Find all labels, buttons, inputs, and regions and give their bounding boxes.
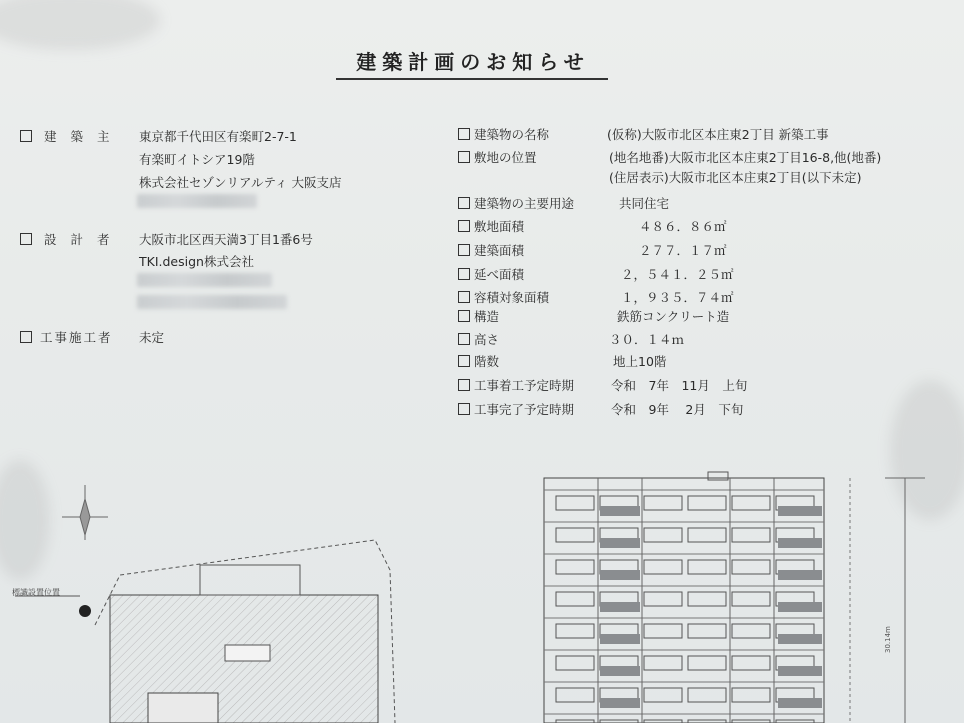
title-underline: [336, 78, 608, 80]
balcony: [778, 570, 822, 580]
balcony: [778, 538, 822, 548]
balcony: [600, 666, 640, 676]
info-row-value: 令和 7年 11月 上旬: [611, 378, 748, 393]
builder-company: 株式会社セゾンリアルティ 大阪支店: [139, 175, 342, 190]
checkbox-icon: [458, 355, 470, 367]
info-label-text: 延べ面積: [474, 267, 525, 282]
balcony: [778, 698, 822, 708]
info-row-label: [458, 400, 574, 418]
checkbox-icon: [20, 233, 32, 245]
checkbox-icon: [458, 268, 470, 280]
redacted-text: [137, 194, 257, 208]
balcony: [778, 666, 822, 676]
height-dimension-label: 30.14m: [884, 626, 892, 653]
balcony: [600, 538, 640, 548]
checkbox-icon: [458, 244, 470, 256]
redacted-text: [137, 273, 272, 287]
balcony: [600, 506, 640, 516]
window: [732, 688, 770, 702]
window: [644, 624, 682, 638]
elevation-drawing: [530, 468, 964, 723]
info-label-text: 階数: [474, 354, 500, 369]
window: [732, 592, 770, 606]
info-row-label: [458, 194, 574, 212]
balcony: [778, 602, 822, 612]
site-plan-drawing: [0, 455, 420, 723]
checkbox-icon: [458, 379, 470, 391]
window: [556, 592, 594, 606]
designer-label: 設計者: [20, 230, 124, 248]
window: [688, 592, 726, 606]
window: [688, 560, 726, 574]
builder-label: 建築主: [20, 127, 124, 145]
info-label-text: 敷地面積: [474, 219, 525, 234]
checkbox-icon: [458, 151, 470, 163]
designer-company: TKI.design株式会社: [139, 254, 254, 269]
checkbox-icon: [458, 333, 470, 345]
window: [644, 528, 682, 542]
info-label-text: 敷地の位置: [474, 150, 537, 165]
balcony: [600, 698, 640, 708]
info-row-label: [458, 307, 499, 325]
window: [556, 656, 594, 670]
balcony: [778, 506, 822, 516]
info-row-value: ４８６．８６㎡: [639, 219, 727, 234]
window: [732, 496, 770, 510]
window: [556, 560, 594, 574]
window: [644, 656, 682, 670]
info-row-value: 地上10階: [613, 354, 667, 369]
window: [732, 624, 770, 638]
info-row-label: [458, 125, 549, 143]
info-row-value: ２７７．１７㎡: [639, 243, 727, 258]
info-label-text: 高さ: [474, 332, 500, 347]
window: [732, 560, 770, 574]
window: [732, 656, 770, 670]
checkbox-icon: [458, 291, 470, 303]
sign-location-marker: [79, 605, 91, 617]
info-row-value: (地名地番)大阪市北区本庄東2丁目16-8,他(地番): [609, 150, 882, 165]
info-row-value: １，９３５．７４㎡: [621, 290, 734, 305]
window: [688, 496, 726, 510]
window: [644, 496, 682, 510]
stain: [0, 0, 160, 50]
info-row-label: [458, 241, 524, 259]
info-row-value: (仮称)大阪市北区本庄東2丁目 新築工事: [607, 127, 829, 142]
checkbox-icon: [20, 331, 32, 343]
window: [688, 688, 726, 702]
balcony: [600, 634, 640, 644]
info-row-value: ２，５４１．２５㎡: [621, 267, 734, 282]
info-label-text: 容積対象面積: [474, 290, 550, 305]
designer-address: 大阪市北区西天満3丁目1番6号: [139, 232, 313, 247]
window: [556, 624, 594, 638]
sign-location-label: 標識設置位置: [12, 588, 60, 597]
checkbox-icon: [458, 403, 470, 415]
window: [556, 528, 594, 542]
info-row-label: [458, 330, 499, 348]
balcony: [600, 570, 640, 580]
notice-title: 建築計画のお知らせ: [356, 50, 590, 74]
checkbox-icon: [458, 197, 470, 209]
redacted-text: [137, 295, 287, 309]
info-label-text: 工事完了予定時期: [474, 402, 575, 417]
info-row-value: 共同住宅: [619, 196, 670, 211]
info-row-label: [458, 376, 574, 394]
window: [688, 656, 726, 670]
window: [644, 688, 682, 702]
window: [556, 496, 594, 510]
checkbox-icon: [458, 220, 470, 232]
window: [732, 528, 770, 542]
info-label-text: 工事着工予定時期: [474, 378, 575, 393]
info-label-text: 構造: [474, 309, 500, 324]
info-row-value: 鉄筋コンクリート造: [617, 309, 730, 324]
info-row-value: ３０．１４ｍ: [609, 332, 685, 347]
info-row-value: (住居表示)大阪市北区本庄東2丁目(以下未定): [609, 170, 862, 185]
info-label-text: 建築物の名称: [474, 127, 550, 142]
window: [644, 592, 682, 606]
north-arrow-icon: [62, 485, 108, 540]
contractor-value: 未定: [139, 330, 165, 345]
checkbox-icon: [458, 310, 470, 322]
checkbox-icon: [20, 130, 32, 142]
window: [556, 688, 594, 702]
info-row-value: 令和 9年 2月 下旬: [611, 402, 744, 417]
window: [688, 624, 726, 638]
window: [688, 528, 726, 542]
builder-address: 東京都千代田区有楽町2-7-1: [139, 129, 297, 144]
info-row-label: [458, 217, 524, 235]
balcony: [778, 634, 822, 644]
contractor-label: 工事施工者: [20, 328, 113, 346]
info-row-label: [458, 288, 549, 306]
info-row-label: [458, 265, 524, 283]
balcony: [600, 602, 640, 612]
window: [644, 560, 682, 574]
info-row-label: [458, 148, 537, 166]
info-label-text: 建築物の主要用途: [474, 196, 575, 211]
checkbox-icon: [458, 128, 470, 140]
info-row-label: [458, 352, 499, 370]
builder-floor: 有楽町イトシア19階: [139, 152, 255, 167]
info-label-text: 建築面積: [474, 243, 525, 258]
